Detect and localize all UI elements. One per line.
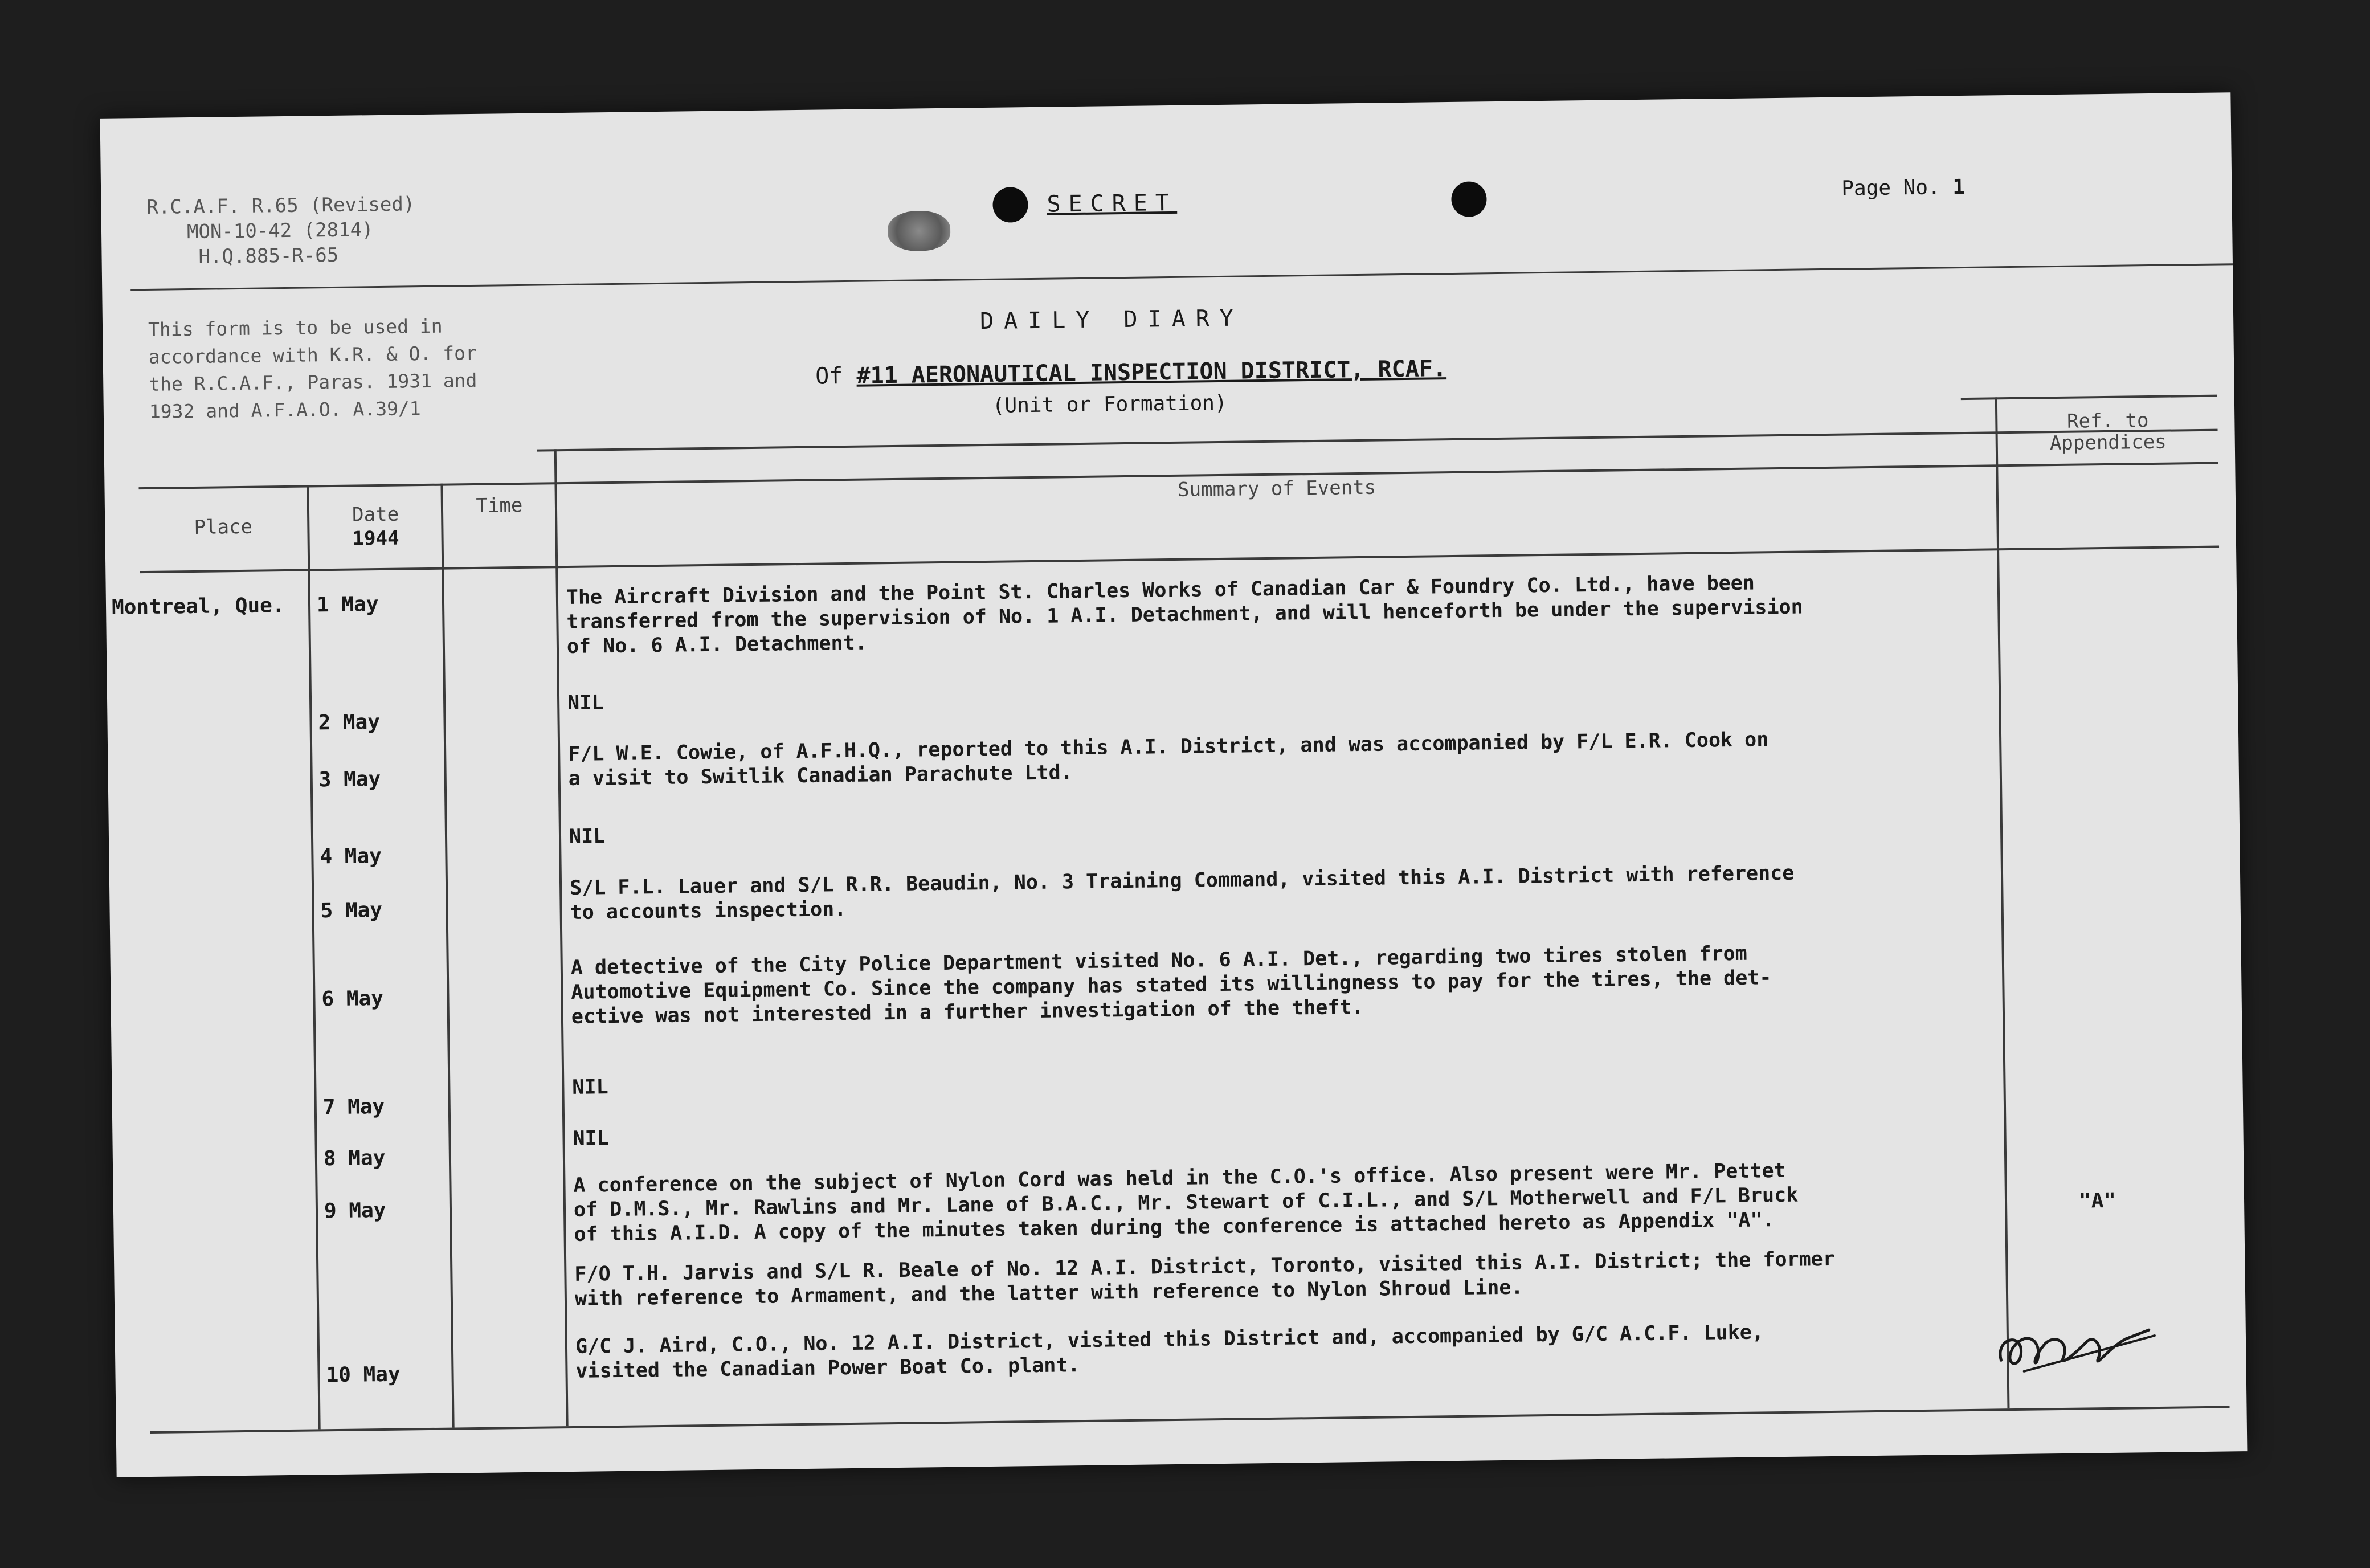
header-summary: Summary of Events	[1177, 476, 1376, 501]
header-ref-line-2: Appendices	[2049, 430, 2167, 455]
column-rule-date	[440, 484, 454, 1428]
header-time: Time	[476, 493, 523, 517]
table-bottom-rule	[150, 1406, 2230, 1434]
header-rule	[130, 263, 2233, 291]
entry-date: 10 May	[326, 1362, 401, 1387]
diary-entry	[112, 1055, 2242, 1120]
entry-text: NIL	[572, 1076, 608, 1099]
form-ref-line-2: MON-10-42 (2814)	[186, 218, 374, 244]
diary-entry	[114, 1242, 2245, 1310]
entry-date: 7 May	[322, 1095, 385, 1120]
paper-stain	[888, 211, 951, 251]
table-top-rule	[1961, 395, 2217, 400]
entry-text: The Aircraft Division and the Point St. Charles Works of Canadian Car & Foundry Co. Ltd., have been transferred from the supervision of No. 1 A.I. Detachment, and will henceforth be under the supervision of No. 6 A.I. Detachment.	[566, 571, 1803, 658]
form-ref-line-1: R.C.A.F. R.65 (Revised)	[146, 193, 415, 219]
entry-text: NIL	[569, 825, 606, 848]
table-top-rule-2	[537, 429, 2218, 452]
unit-prefix: Of	[815, 363, 843, 390]
header-date	[310, 502, 442, 552]
page-number-label: Page No.	[1841, 175, 1940, 201]
entry-text: G/C J. Aird, C.O., No. 12 A.I. District, visited this District and, accompanied by G/C A.C.F. Luke, visited the Canadian Power Boat Co. plant.	[575, 1321, 1764, 1383]
diary-entry	[112, 1106, 2243, 1171]
page-number	[1841, 175, 1965, 201]
instructions-line-1: This form is to be used in	[148, 315, 443, 341]
entry-date: 2 May	[318, 710, 381, 735]
entry-text: NIL	[567, 691, 604, 714]
diary-entry	[111, 936, 2241, 1028]
entry-date: 8 May	[323, 1146, 386, 1171]
punch-hole-right	[1451, 181, 1487, 217]
place-cell: Montreal, Que.	[111, 594, 285, 619]
entry-date: 9 May	[324, 1198, 386, 1223]
header-date-label: Date	[352, 503, 399, 526]
diary-sheet	[100, 92, 2248, 1477]
punch-hole-left	[992, 187, 1028, 223]
form-reference	[146, 191, 415, 270]
header-place: Place	[194, 515, 253, 539]
entry-text: S/L F.L. Lauer and S/L R.R. Beaudin, No. 3 Training Command, visited this A.I. District with reference to accounts inspection.	[569, 861, 1795, 924]
entry-date: 5 May	[320, 898, 383, 923]
unit-line	[815, 356, 1446, 390]
diary-entry	[113, 1153, 2244, 1246]
entry-text: F/O T.H. Jarvis and S/L R. Beale of No. 12 A.I. District, Toronto, visited this A.I. District; the former with reference to Armament, and the latter with reference to Nylon Shroud Line.	[574, 1247, 1836, 1310]
diary-entry	[109, 856, 2240, 924]
classification-stamp: SECRET	[1047, 189, 1178, 218]
form-instructions	[148, 312, 477, 426]
header-year: 1944	[352, 526, 399, 550]
entry-text: A detective of the City Police Department visited No. 6 A.I. Det., regarding two tires stolen from Automotive Equipment Co. Since the company has stated its willingness to pay for the tires, the det- ective was not interested in a further investigation of the theft.	[570, 942, 1772, 1028]
entry-text: F/L W.E. Cowie, of A.F.H.Q., reported to this A.I. District, and was accompanied by F/L E.R. Cook on a visit to Switlik Canadian Parachute Ltd.	[568, 728, 1769, 790]
document-title: DAILY DIARY	[979, 305, 1244, 335]
entry-date: 3 May	[318, 767, 381, 792]
page-number-value: 1	[1952, 175, 1966, 199]
diary-entry	[115, 1314, 2246, 1387]
handwritten-initials	[1989, 1313, 2160, 1378]
unit-sublabel: (Unit or Formation)	[992, 391, 1227, 418]
instructions-line-2: accordance with K.R. & O. for	[148, 341, 477, 368]
diary-entry	[108, 722, 2238, 792]
instructions-line-4: 1932 and A.F.A.O. A.39/1	[149, 397, 421, 423]
header-ref-appendices	[1998, 409, 2218, 455]
entry-date: 1 May	[316, 593, 379, 617]
entry-text: NIL	[573, 1127, 609, 1150]
entry-date: 6 May	[321, 986, 384, 1011]
column-rule-place	[307, 485, 320, 1430]
diary-entry	[109, 805, 2240, 869]
unit-name: #11 AERONAUTICAL INSPECTION DISTRICT, RCAF.	[856, 356, 1447, 389]
entry-appendix-ref: "A"	[2078, 1189, 2116, 1213]
entry-date: 4 May	[320, 844, 382, 869]
header-ref-line-1: Ref. to	[2066, 409, 2149, 433]
form-ref-line-3: H.Q.885-R-65	[198, 243, 339, 268]
diary-entry	[107, 671, 2238, 735]
instructions-line-3: the R.C.A.F., Paras. 1931 and	[149, 369, 477, 395]
entry-text: A conference on the subject of Nylon Cord was held in the C.O.'s office. Also present were Mr. Pettet of D.M.S., Mr. Rawlins and Mr. Lane of B.A.C., Mr. Stewart of C.I.L., and S/L Motherwell and F/L Bruck of this A.I.D. A copy of the minutes taken during the conference is attached hereto as Appendix "A".	[573, 1159, 1799, 1246]
